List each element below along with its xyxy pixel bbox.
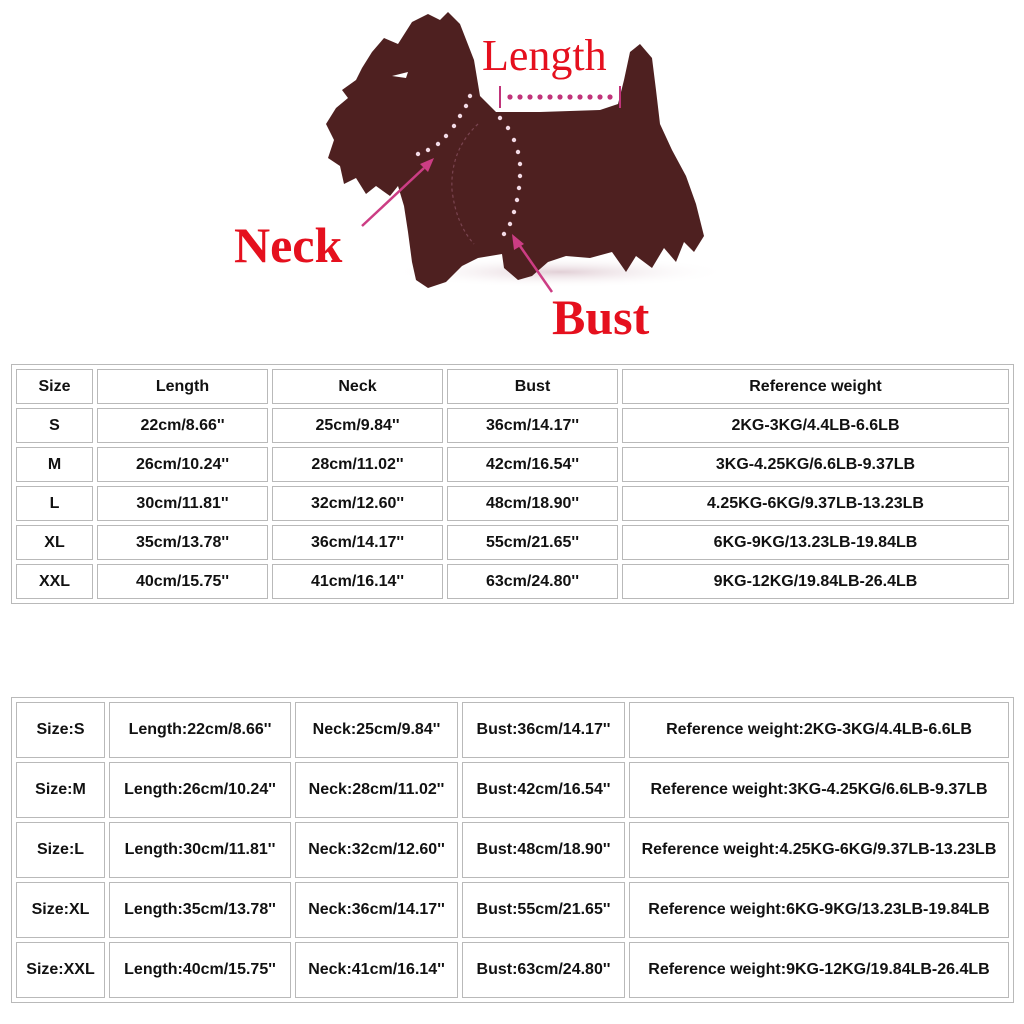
cell-neck: Neck:36cm/14.17'' [295, 882, 458, 938]
cell-size: Size:XL [16, 882, 105, 938]
cell-length: 22cm/8.66'' [97, 408, 268, 443]
cell-neck: Neck:32cm/12.60'' [295, 822, 458, 878]
cell-weight: 2KG-3KG/4.4LB-6.6LB [622, 408, 1009, 443]
cell-length: Length:40cm/15.75'' [109, 942, 291, 998]
cell-bust: Bust:42cm/16.54'' [462, 762, 625, 818]
length-label: Length [482, 31, 607, 80]
header-neck: Neck [272, 369, 443, 404]
measurement-illustration [0, 0, 1024, 352]
cell-length: 35cm/13.78'' [97, 525, 268, 560]
cell-size: XXL [16, 564, 93, 599]
header-bust: Bust [447, 369, 618, 404]
cell-weight: 6KG-9KG/13.23LB-19.84LB [622, 525, 1009, 560]
table-row [16, 762, 1009, 818]
cell-length: Length:30cm/11.81'' [109, 822, 291, 878]
cell-weight: 9KG-12KG/19.84LB-26.4LB [622, 564, 1009, 599]
cell-neck: Neck:28cm/11.02'' [295, 762, 458, 818]
cell-length: Length:26cm/10.24'' [109, 762, 291, 818]
cell-bust: 63cm/24.80'' [447, 564, 618, 599]
cell-bust: Bust:48cm/18.90'' [462, 822, 625, 878]
cell-length: Length:22cm/8.66'' [109, 702, 291, 758]
cell-weight: Reference weight:9KG-12KG/19.84LB-26.4LB [629, 942, 1009, 998]
cell-weight: Reference weight:3KG-4.25KG/6.6LB-9.37LB [629, 762, 1009, 818]
cell-weight: Reference weight:2KG-3KG/4.4LB-6.6LB [629, 702, 1009, 758]
length-measurement-line [500, 86, 620, 108]
header-length: Length [97, 369, 268, 404]
cell-neck: 32cm/12.60'' [272, 486, 443, 521]
cell-bust: 48cm/18.90'' [447, 486, 618, 521]
header-weight: Reference weight [622, 369, 1009, 404]
table-header-row [16, 369, 1009, 404]
cell-size: Size:S [16, 702, 105, 758]
table-row [16, 942, 1009, 998]
table-row [16, 564, 1009, 599]
cell-bust: Bust:55cm/21.65'' [462, 882, 625, 938]
table-row [16, 882, 1009, 938]
cell-bust: Bust:63cm/24.80'' [462, 942, 625, 998]
cell-size: XL [16, 525, 93, 560]
cell-size: Size:XXL [16, 942, 105, 998]
size-chart-table [11, 364, 1014, 604]
cell-length: 40cm/15.75'' [97, 564, 268, 599]
table-row [16, 447, 1009, 482]
cell-size: L [16, 486, 93, 521]
table-row [16, 525, 1009, 560]
cell-length: 30cm/11.81'' [97, 486, 268, 521]
cell-size: M [16, 447, 93, 482]
cell-size: Size:M [16, 762, 105, 818]
cell-size: Size:L [16, 822, 105, 878]
cell-bust: 36cm/14.17'' [447, 408, 618, 443]
cell-length: Length:35cm/13.78'' [109, 882, 291, 938]
table-row [16, 702, 1009, 758]
header-size: Size [16, 369, 93, 404]
cell-bust: Bust:36cm/14.17'' [462, 702, 625, 758]
cell-neck: 36cm/14.17'' [272, 525, 443, 560]
labeled-size-table [11, 697, 1014, 1003]
cell-neck: 41cm/16.14'' [272, 564, 443, 599]
cell-bust: 42cm/16.54'' [447, 447, 618, 482]
cell-neck: 25cm/9.84'' [272, 408, 443, 443]
table-row [16, 822, 1009, 878]
cell-weight: 3KG-4.25KG/6.6LB-9.37LB [622, 447, 1009, 482]
cell-size: S [16, 408, 93, 443]
cell-neck: Neck:41cm/16.14'' [295, 942, 458, 998]
table-row [16, 486, 1009, 521]
bust-label: Bust [552, 289, 650, 345]
cell-weight: Reference weight:4.25KG-6KG/9.37LB-13.23LB [629, 822, 1009, 878]
cell-bust: 55cm/21.65'' [447, 525, 618, 560]
cell-length: 26cm/10.24'' [97, 447, 268, 482]
cell-weight: Reference weight:6KG-9KG/13.23LB-19.84LB [629, 882, 1009, 938]
table-row [16, 408, 1009, 443]
neck-label: Neck [234, 217, 343, 273]
cell-weight: 4.25KG-6KG/9.37LB-13.23LB [622, 486, 1009, 521]
cell-neck: 28cm/11.02'' [272, 447, 443, 482]
cell-neck: Neck:25cm/9.84'' [295, 702, 458, 758]
